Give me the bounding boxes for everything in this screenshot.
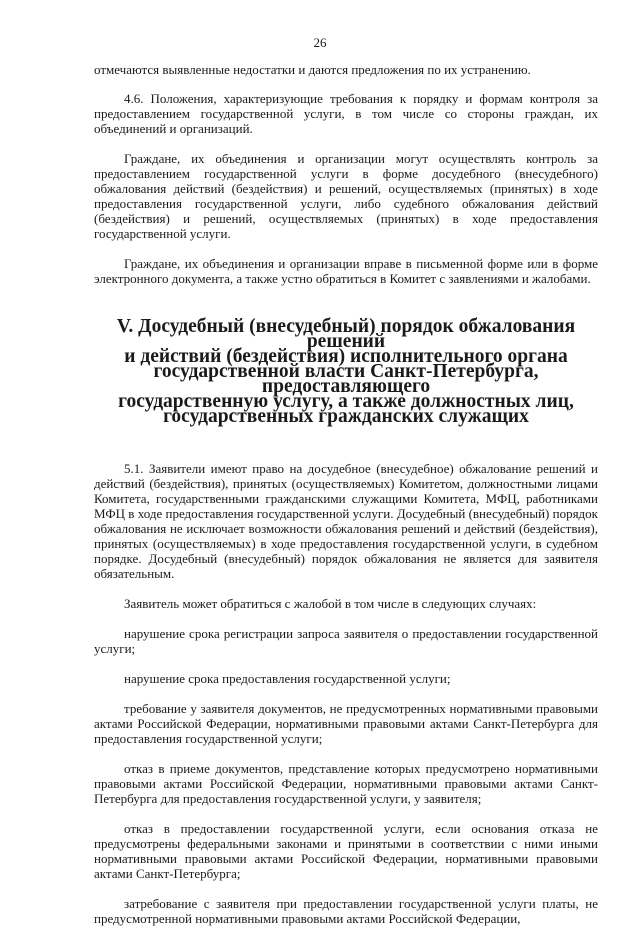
- section-heading-line: государственную услугу, а также должностных лиц,: [118, 391, 574, 412]
- paragraph-appeal-rights: Граждане, их объединения и организации вправе в письменной форме или в форме электронного документа, а также устно обратиться в Комитет с заявлениями и жалобами.: [94, 256, 598, 286]
- paragraph-complaint-cases: Заявитель может обратиться с жалобой в том числе в следующих случаях:: [124, 596, 537, 611]
- paragraph-4-6: 4.6. Положения, характеризующие требования к порядку и формам контроля за предоставлением государственной услуги, в том числе со стороны граждан, их объединений и организаций.: [94, 91, 598, 136]
- section-heading-line: и действий (бездействия) исполнительного органа: [124, 346, 568, 367]
- page-number: 26: [313, 35, 327, 50]
- paragraph-5-1: 5.1. Заявители имеют право на досудебное (внесудебное) обжалование решений и действий (бездействия), принятых (осуществляемых) Комитетом, должностными лицами Комитета, государственными гражданскими служащими Комитета, МФЦ, работниками МФЦ в ходе предоставления государственной услуги. Досудебный (внесудебный) порядок обжалования не исключает возможности обжалования решений и действий (бездействия), принятых (осуществляемых) в ходе предоставления государственной услуги, в судебном порядке. Досудебный (внесудебный) порядок обжалования не является для заявителя обязательным.: [94, 461, 598, 581]
- list-item: отказ в приеме документов, представление которых предусмотрено нормативными правовыми актами Российской Федерации, нормативными правовыми актами Санкт-Петербурга для предоставления государственной услуги, у заявителя;: [94, 761, 598, 806]
- paragraph-continued: отмечаются выявленные недостатки и даются предложения по их устранению.: [94, 62, 531, 77]
- list-item: отказ в предоставлении государственной услуги, если основания отказа не предусмотрены федеральными законами и принятыми в соответствии с ними иными нормативными правовыми актами Российской Федерации, нормативными правовыми актами Санкт-Петербурга;: [94, 821, 598, 881]
- section-heading-line: V. Досудебный (внесудебный) порядок обжалования решений: [116, 316, 576, 352]
- list-item: нарушение срока предоставления государственной услуги;: [124, 671, 451, 686]
- list-item: нарушение срока регистрации запроса заявителя о предоставлении государственной услуги;: [94, 626, 598, 656]
- section-heading: [94, 316, 598, 427]
- list-item: затребование с заявителя при предоставлении государственной услуги платы, не предусмотренной нормативными правовыми актами Российской Федерации,: [94, 896, 598, 926]
- list-item: требование у заявителя документов, не предусмотренных нормативными правовыми актами Российской Федерации, нормативными правовыми актами Санкт-Петербурга для предоставления государственной услуги;: [94, 701, 598, 746]
- document-body: [94, 62, 598, 926]
- paragraph-control-rights: Граждане, их объединения и организации могут осуществлять контроль за предоставлением государственной услуги в форме досудебного (внесудебного) обжалования действий (бездействия) и решений, осуществляемых (принятых) в ходе предоставления государственной услуги, либо судебного обжалования действий (бездействия) и решений, осуществляемых (принятых) в ходе предоставления государственной услуги.: [94, 151, 598, 241]
- section-heading-line: государственных гражданских служащих: [163, 406, 529, 427]
- section-heading-line: государственной власти Санкт-Петербурга, предоставляющего: [153, 361, 539, 397]
